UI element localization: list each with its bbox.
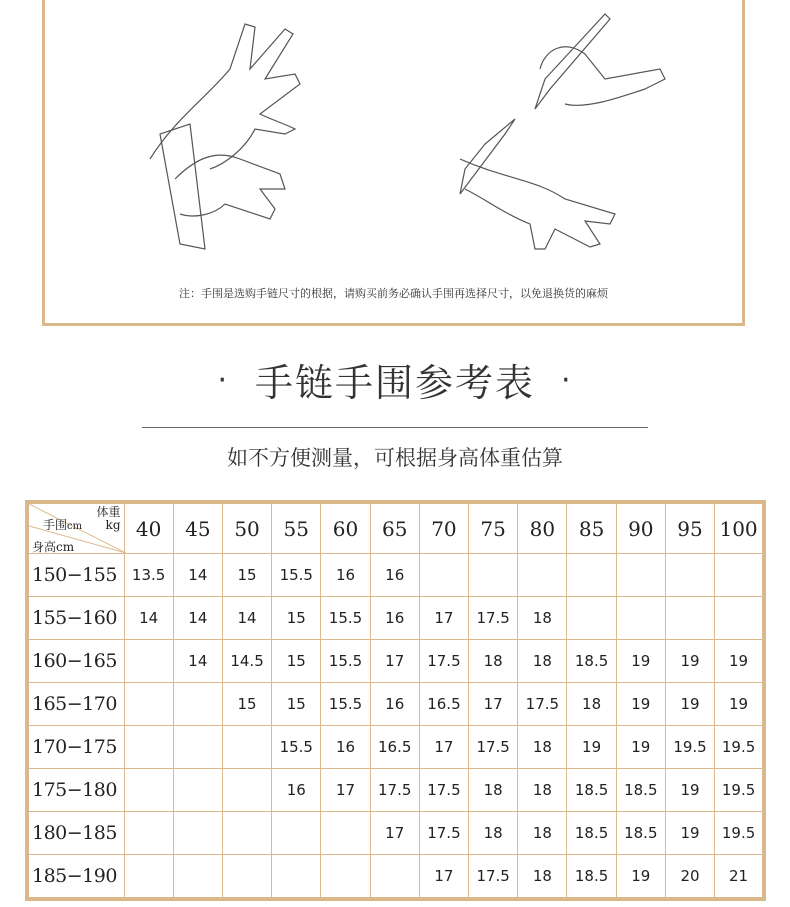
wrist-size-cell: 16: [272, 769, 321, 812]
wrist-size-cell: 19: [616, 855, 665, 900]
wrist-size-cell: 14: [173, 597, 222, 640]
wrist-size-cell: 17.5: [469, 726, 518, 769]
wrist-size-cell: [173, 683, 222, 726]
wrist-size-cell: [173, 726, 222, 769]
wrist-size-cell: 18.5: [567, 855, 616, 900]
wrist-size-cell: 17: [370, 812, 419, 855]
wrist-size-cell: 16.5: [370, 726, 419, 769]
wrist-size-cell: 19: [665, 683, 714, 726]
weight-header: 45: [173, 502, 222, 554]
wrist-size-cell: [469, 554, 518, 597]
wrist-size-cell: 15: [222, 554, 271, 597]
wrist-size-cell: 16: [370, 597, 419, 640]
wrist-size-cell: 19: [715, 640, 764, 683]
table-row: [27, 554, 764, 597]
wrist-size-cell: 15.5: [321, 683, 370, 726]
wrist-size-cell: 17: [419, 855, 468, 900]
wrist-size-cell: 17.5: [518, 683, 567, 726]
wrist-size-cell: 17: [469, 683, 518, 726]
header-row: [27, 502, 764, 554]
wrist-size-cell: 18: [518, 640, 567, 683]
wrist-size-cell: 18.5: [567, 640, 616, 683]
height-label: 175−180: [27, 769, 124, 812]
wrist-size-cell: 18: [567, 683, 616, 726]
subtitle: 如不方便测量，可根据身高体重估算: [227, 446, 563, 470]
wrist-size-cell: 14: [173, 554, 222, 597]
wrist-size-cell: 16.5: [419, 683, 468, 726]
wrist-size-cell: 19: [665, 812, 714, 855]
wrist-size-cell: [124, 769, 173, 812]
wrist-size-cell: [222, 726, 271, 769]
wrist-size-cell: 16: [321, 554, 370, 597]
wrist-size-cell: 18: [518, 726, 567, 769]
height-label: 160−165: [27, 640, 124, 683]
wrist-size-cell: 18.5: [567, 769, 616, 812]
wrist-size-cell: 14: [222, 597, 271, 640]
weight-header: 80: [518, 502, 567, 554]
wrist-size-cell: 15.5: [272, 726, 321, 769]
wrist-size-cell: [419, 554, 468, 597]
wrist-size-cell: 18: [469, 769, 518, 812]
height-label: 150−155: [27, 554, 124, 597]
wrist-size-cell: [567, 554, 616, 597]
divider: [142, 427, 648, 428]
wrist-size-cell: 18: [469, 812, 518, 855]
table-row: [27, 726, 764, 769]
wrist-size-cell: [124, 855, 173, 900]
wrist-size-cell: [124, 726, 173, 769]
wrist-size-cell: 19.5: [665, 726, 714, 769]
wrist-size-cell: 20: [665, 855, 714, 900]
hand-measuring-sketch: [45, 0, 745, 289]
page-title: · 手链手围参考表 ·: [217, 361, 573, 405]
wrist-size-cell: 19.5: [715, 726, 764, 769]
wrist-size-cell: [321, 812, 370, 855]
wrist-size-cell: 18.5: [616, 769, 665, 812]
wrist-size-cell: 17.5: [469, 597, 518, 640]
wrist-size-cell: 19: [665, 640, 714, 683]
weight-header: 60: [321, 502, 370, 554]
wrist-size-cell: 15: [222, 683, 271, 726]
wrist-size-cell: [665, 597, 714, 640]
weight-header: 70: [419, 502, 468, 554]
wrist-size-cell: 15: [272, 597, 321, 640]
wrist-size-cell: [173, 769, 222, 812]
wrist-size-cell: [715, 554, 764, 597]
wrist-size-cell: 17: [419, 597, 468, 640]
wrist-size-cell: [715, 597, 764, 640]
wrist-size-cell: 15: [272, 640, 321, 683]
table-row: [27, 855, 764, 900]
wrist-size-cell: 21: [715, 855, 764, 900]
wrist-size-cell: 17.5: [419, 640, 468, 683]
size-chart-table: [25, 500, 766, 901]
wrist-size-cell: 19: [616, 640, 665, 683]
wrist-size-cell: [173, 855, 222, 900]
wrist-size-cell: 19: [665, 769, 714, 812]
height-label: 180−185: [27, 812, 124, 855]
wrist-size-cell: 19.5: [715, 769, 764, 812]
wrist-size-cell: [370, 855, 419, 900]
wrist-size-cell: 18: [469, 640, 518, 683]
wrist-size-cell: 17: [321, 769, 370, 812]
corner-header: 体重 kg 手围cm 身高cm: [27, 502, 124, 554]
measurement-note: 注：手围是选购手链尺寸的根据，请购买前务必确认手围再选择尺寸，以免退换货的麻烦: [179, 287, 608, 300]
wrist-size-cell: 17: [370, 640, 419, 683]
weight-header: 65: [370, 502, 419, 554]
wrist-size-cell: 17.5: [419, 769, 468, 812]
height-label: 185−190: [27, 855, 124, 900]
measuring-illustration: [42, 0, 745, 326]
wrist-size-cell: 19.5: [715, 812, 764, 855]
wrist-size-cell: 18.5: [567, 812, 616, 855]
wrist-size-cell: 17.5: [469, 855, 518, 900]
wrist-size-cell: 19: [616, 726, 665, 769]
table-row: [27, 640, 764, 683]
wrist-size-cell: 17.5: [419, 812, 468, 855]
weight-header: 100: [715, 502, 764, 554]
weight-header: 75: [469, 502, 518, 554]
wrist-size-cell: [665, 554, 714, 597]
wrist-size-cell: 15: [272, 683, 321, 726]
table-row: [27, 812, 764, 855]
weight-header: 55: [272, 502, 321, 554]
wrist-size-cell: 15.5: [321, 597, 370, 640]
wrist-size-cell: 16: [370, 683, 419, 726]
wrist-size-cell: [124, 812, 173, 855]
wrist-size-cell: [222, 855, 271, 900]
wrist-size-cell: [222, 812, 271, 855]
weight-header: 40: [124, 502, 173, 554]
wrist-size-cell: 18: [518, 812, 567, 855]
wrist-size-cell: 18: [518, 597, 567, 640]
wrist-size-cell: [124, 683, 173, 726]
wrist-size-cell: [222, 769, 271, 812]
table-row: [27, 597, 764, 640]
wrist-size-cell: [321, 855, 370, 900]
wrist-size-cell: [272, 812, 321, 855]
weight-header: 95: [665, 502, 714, 554]
wrist-size-cell: 14: [124, 597, 173, 640]
wrist-size-cell: 17.5: [370, 769, 419, 812]
wrist-size-cell: 14: [173, 640, 222, 683]
wrist-size-cell: [173, 812, 222, 855]
wrist-size-cell: 19: [616, 683, 665, 726]
weight-header: 85: [567, 502, 616, 554]
wrist-size-cell: [567, 597, 616, 640]
wrist-size-cell: 14.5: [222, 640, 271, 683]
wrist-size-cell: 19: [567, 726, 616, 769]
wrist-size-cell: [616, 554, 665, 597]
wrist-size-cell: 13.5: [124, 554, 173, 597]
wrist-size-cell: [616, 597, 665, 640]
wrist-size-cell: 17: [419, 726, 468, 769]
table-row: [27, 683, 764, 726]
height-label: 170−175: [27, 726, 124, 769]
height-label: 165−170: [27, 683, 124, 726]
wrist-size-cell: [124, 640, 173, 683]
wrist-size-cell: 18: [518, 855, 567, 900]
wrist-size-cell: 16: [321, 726, 370, 769]
weight-header: 50: [222, 502, 271, 554]
wrist-size-cell: 19: [715, 683, 764, 726]
weight-header: 90: [616, 502, 665, 554]
table-row: [27, 769, 764, 812]
wrist-size-cell: 16: [370, 554, 419, 597]
wrist-size-cell: 15.5: [321, 640, 370, 683]
wrist-size-cell: [272, 855, 321, 900]
wrist-size-cell: [518, 554, 567, 597]
wrist-size-cell: 18: [518, 769, 567, 812]
wrist-size-cell: 15.5: [272, 554, 321, 597]
wrist-size-cell: 18.5: [616, 812, 665, 855]
height-label: 155−160: [27, 597, 124, 640]
